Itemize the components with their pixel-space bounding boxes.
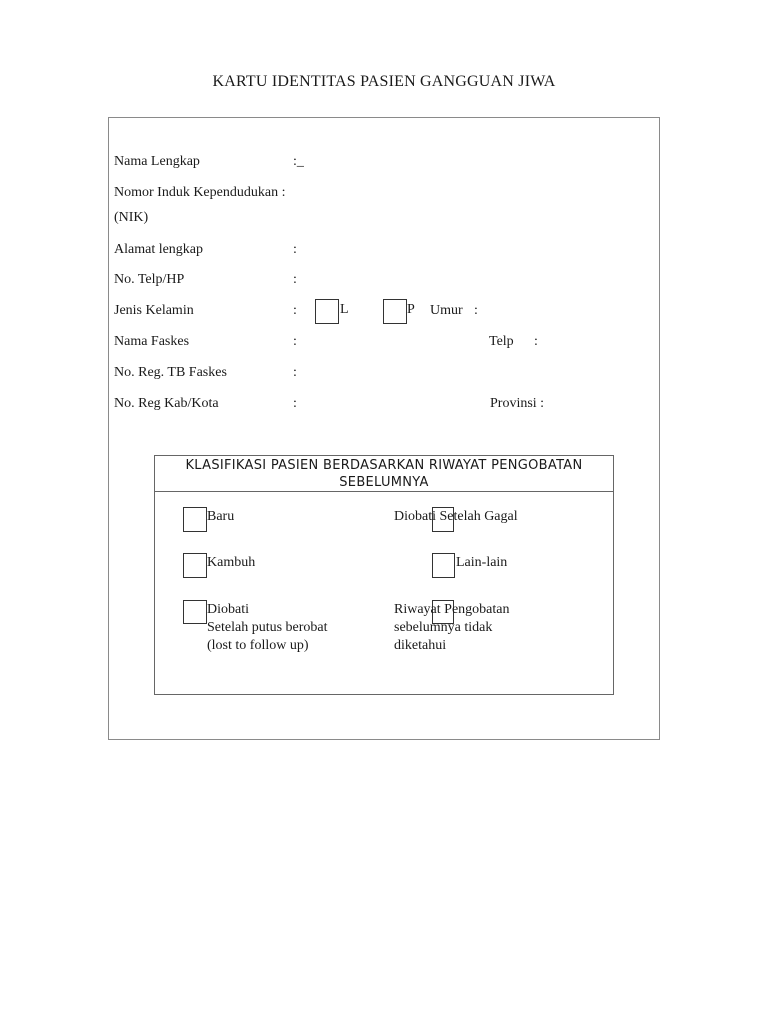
baru-label: Baru (207, 509, 235, 524)
colon-alamat: : (293, 242, 297, 257)
riwayat-label-line2: sebelumnya tidak (394, 620, 493, 635)
colon-jenis-kelamin: : (293, 303, 297, 318)
gender-l-label: L (340, 302, 349, 317)
label-nik: Nomor Induk Kependudukan : (114, 185, 286, 200)
label-nama-faskes: Nama Faskes (114, 334, 190, 349)
colon-telp: : (534, 334, 538, 349)
lain-lain-checkbox[interactable] (432, 553, 455, 578)
colon-telp-hp: : (293, 272, 297, 287)
gender-p-label: P (407, 302, 415, 317)
riwayat-label-line3: diketahui (394, 638, 447, 653)
kambuh-label: Kambuh (207, 555, 256, 570)
classification-heading: KLASIFIKASI PASIEN BERDASARKAN RIWAYAT PENGOBATAN SEBELUMNYA (154, 455, 614, 492)
card-title: KARTU IDENTITAS PASIEN GANGGUAN JIWA (212, 73, 556, 90)
lain-lain-label: Lain-lain (456, 555, 508, 570)
colon-nama-faskes: : (293, 334, 297, 349)
diobati-putus-label-line3: (lost to follow up) (207, 638, 309, 653)
label-no-reg-kab: No. Reg Kab/Kota (114, 396, 219, 411)
diobati-putus-checkbox[interactable] (183, 600, 207, 624)
label-alamat: Alamat lengkap (114, 242, 204, 257)
label-no-reg-tb: No. Reg. TB Faskes (114, 365, 227, 380)
label-provinsi: Provinsi : (490, 396, 545, 411)
label-jenis-kelamin: Jenis Kelamin (114, 303, 194, 318)
diobati-gagal-label: Diobati Setelah Gagal (394, 509, 518, 524)
diobati-putus-label-line1: Diobati (207, 602, 249, 617)
colon-no-reg-kab: : (293, 396, 297, 411)
kambuh-checkbox[interactable] (183, 553, 207, 578)
label-nik-abbr: (NIK) (114, 210, 149, 225)
baru-checkbox[interactable] (183, 507, 207, 532)
diobati-putus-label-line2: Setelah putus berobat (207, 620, 328, 635)
riwayat-label-line1: Riwayat Pengobatan (394, 602, 510, 617)
label-telp-hp: No. Telp/HP (114, 272, 185, 287)
gender-p-checkbox[interactable] (383, 299, 407, 324)
colon-nama-lengkap: :_ (293, 154, 304, 169)
gender-l-checkbox[interactable] (315, 299, 339, 324)
label-umur: Umur (430, 303, 463, 318)
colon-umur: : (474, 303, 478, 318)
colon-no-reg-tb: : (293, 365, 297, 380)
label-nama-lengkap: Nama Lengkap (114, 154, 200, 169)
label-telp: Telp (489, 334, 514, 349)
